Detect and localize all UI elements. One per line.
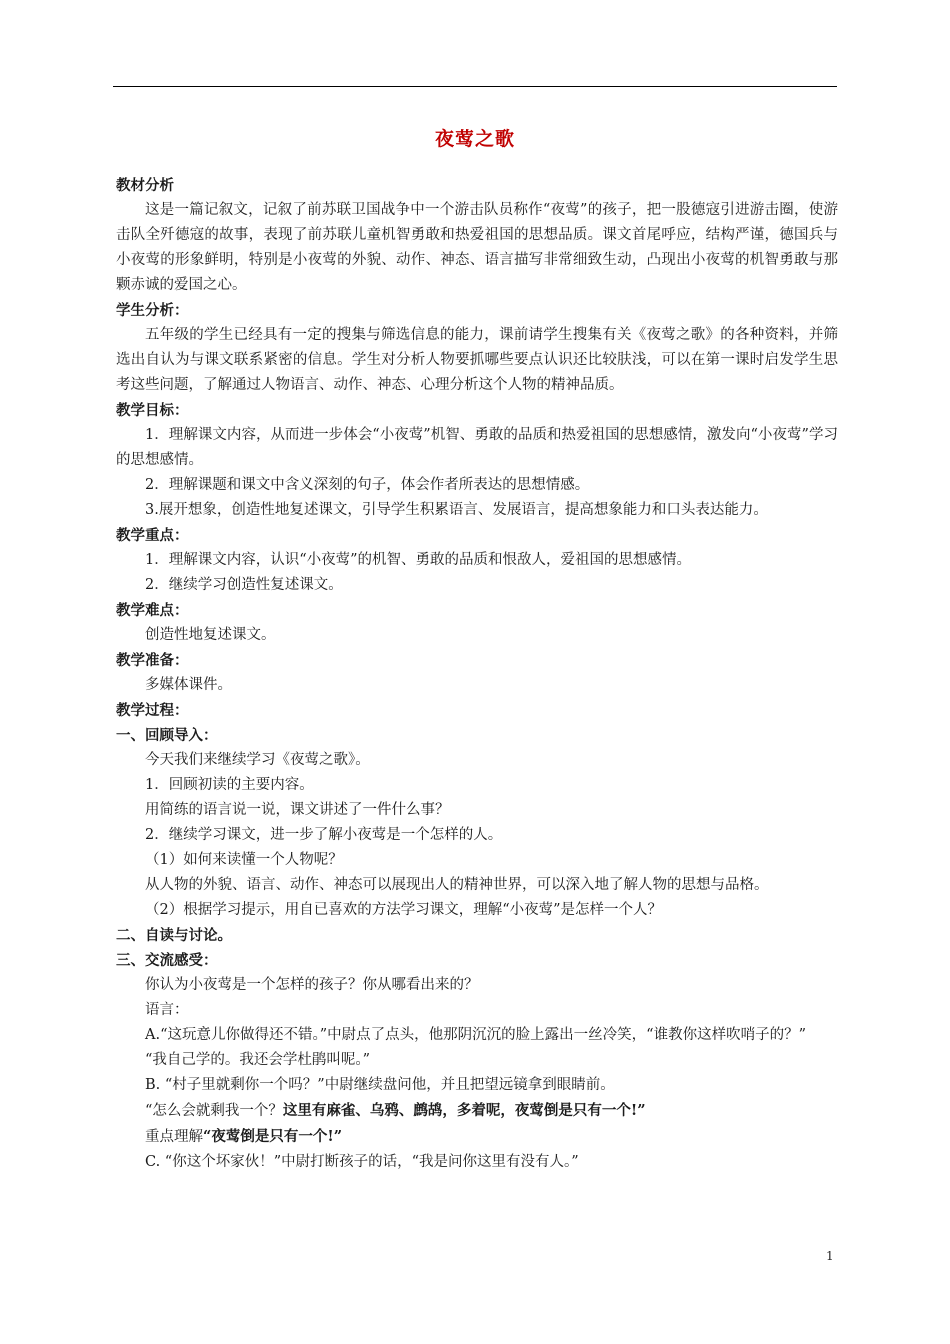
step-heading-sharing: 三、交流感受：: [116, 952, 218, 969]
section-heading-student: 学生分析：: [116, 302, 189, 319]
step1-line-7: （2）根据学习提示，用自已喜欢的方法学习课文，理解“小夜莺”是怎样一个人？: [145, 902, 663, 918]
step1-line-1: 今天我们来继续学习《夜莺之歌》。: [145, 752, 370, 768]
page-number: 1: [826, 1249, 834, 1263]
section-heading-difficulty: 教学难点：: [116, 602, 189, 619]
goal-item-3: 3.展开想象，创造性地复述课文，引导学生积累语言、发展语言，提高想象能力和口头表达能力。: [145, 502, 768, 518]
quote-a-reply: “我自己学的。我还会学杜鹃叫呢。”: [145, 1052, 371, 1068]
step1-line-5: （1）如何来读懂一个人物呢？: [145, 852, 343, 868]
goal-item-2: 2．理解课题和课文中含义深刻的句子，体会作者所表达的思想情感。: [145, 477, 590, 493]
step-heading-discussion: 二、自读与讨论。: [116, 927, 232, 944]
section-heading-goals: 教学目标：: [116, 402, 189, 419]
step1-line-4: 2．继续学习课文，进一步了解小夜莺是一个怎样的人。: [145, 827, 503, 843]
document-title: 夜莺之歌: [434, 128, 515, 150]
quote-a: A.“这玩意儿你做得还不错。”中尉点了点头，他那阴沉沉的脸上露出一丝冷笑，“谁教你这样吹哨子的？”: [145, 1027, 806, 1043]
quote-b: B. “村子里就剩你一个吗？”中尉继续盘问他，并且把望远镜拿到眼睛前。: [145, 1077, 615, 1093]
step3-language-label: 语言：: [145, 1002, 189, 1018]
key-item-1: 1．理解课文内容，认识“小夜莺”的机智、勇敢的品质和恨敌人，爱祖国的思想感情。: [145, 552, 692, 568]
quote-b-reply-bold: 这里有麻雀、乌鸦、鹧鸪，多着呢，夜莺倒是只有一个!”: [282, 1102, 646, 1119]
step1-line-2: 1．回顾初读的主要内容。: [145, 777, 314, 793]
quote-b-reply-plain: “怎么会就剩我一个？: [145, 1103, 283, 1119]
step1-line-3: 用简练的语言说一说，课文讲述了一件什么事？: [145, 802, 450, 818]
difficulty-text: 创造性地复述课文。: [145, 627, 276, 643]
header-rule: [113, 86, 837, 87]
focus-line-bold: “夜莺倒是只有一个!”: [203, 1128, 343, 1145]
goal-item-1: 1．理解课文内容，从而进一步体会“小夜莺”机智、勇敢的品质和热爱祖国的思想感情，激发向“小夜莺”学习的思想感情。: [116, 427, 838, 468]
focus-line-plain: 重点理解: [145, 1129, 203, 1145]
section-heading-process: 教学过程：: [116, 702, 189, 719]
paragraph-material: 这是一篇记叙文，记叙了前苏联卫国战争中一个游击队员称作“夜莺”的孩子，把一股德寇引进游击圈，使游击队全歼德寇的故事，表现了前苏联儿童机智勇敢和热爱祖国的思想品质。课文首尾呼应，结构严谨，德国兵与小夜莺的形象鲜明，特别是小夜莺的外貌、动作、神态、语言描写非常细致生动，凸现出小夜莺的机智勇敢与那颗赤诚的爱国之心。: [116, 202, 838, 293]
key-item-2: 2．继续学习创造性复述课文。: [145, 577, 343, 593]
section-heading-prep: 教学准备：: [116, 652, 189, 669]
step3-question: 你认为小夜莺是一个怎样的孩子？你从哪看出来的？: [145, 977, 479, 993]
focus-line: [116, 1124, 838, 1150]
paragraph-student: 五年级的学生已经具有一定的搜集与筛选信息的能力，课前请学生搜集有关《夜莺之歌》的各种资料，并筛选出自认为与课文联系紧密的信息。学生对分析人物要抓哪些要点认识还比较肤浅，可以在第一课时启发学生思考这些问题，了解通过人物语言、动作、神态、心理分析这个人物的精神品质。: [116, 327, 838, 393]
document-body: [116, 173, 838, 1175]
section-heading-material: 教材分析: [116, 177, 174, 194]
quote-b-reply: [116, 1098, 838, 1124]
quote-c: C. “你这个坏家伙！”中尉打断孩子的话，“我是问你这里有没有人。”: [145, 1154, 579, 1170]
section-heading-key: 教学重点：: [116, 527, 189, 544]
step1-line-6: 从人物的外貌、语言、动作、神态可以展现出人的精神世界，可以深入地了解人物的思想与品格。: [145, 877, 769, 893]
step-heading-review: 一、回顾导入：: [116, 727, 218, 744]
prep-text: 多媒体课件。: [145, 677, 232, 693]
